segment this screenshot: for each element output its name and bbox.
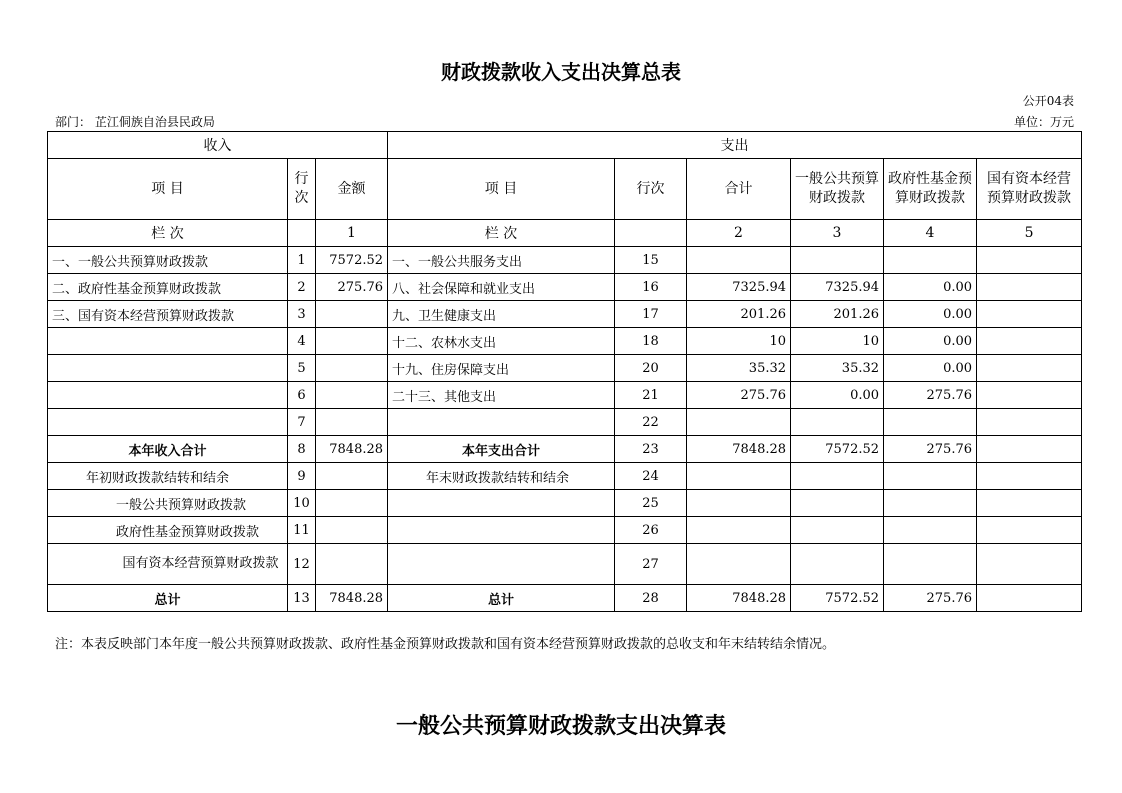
expense-soe bbox=[977, 585, 1082, 612]
fiscal-summary-table bbox=[47, 131, 1082, 612]
income-line: 3 bbox=[288, 301, 316, 328]
table-row bbox=[48, 274, 1082, 301]
expense-total bbox=[687, 247, 791, 274]
expense-fund: 275.76 bbox=[884, 382, 977, 409]
carry-row bbox=[48, 544, 1082, 585]
expense-total: 275.76 bbox=[687, 382, 791, 409]
expense-item: 八、社会保障和就业支出 bbox=[388, 274, 615, 301]
expense-soe bbox=[977, 328, 1082, 355]
col-income-amount: 金额 bbox=[316, 159, 388, 220]
col-income-item: 项 目 bbox=[48, 159, 288, 220]
income-line: 5 bbox=[288, 355, 316, 382]
col-income-line: 行次 bbox=[288, 159, 316, 220]
income-item: 三、国有资本经营预算财政拨款 bbox=[48, 301, 288, 328]
expense-general bbox=[791, 517, 884, 544]
income-line: 6 bbox=[288, 382, 316, 409]
income-item: 年初财政拨款结转和结余 bbox=[48, 463, 288, 490]
carry-row bbox=[48, 463, 1082, 490]
income-amount bbox=[316, 409, 388, 436]
income-item: 二、政府性基金预算财政拨款 bbox=[48, 274, 288, 301]
income-amount bbox=[316, 490, 388, 517]
grand-total-row bbox=[48, 585, 1082, 612]
expense-soe bbox=[977, 355, 1082, 382]
expense-general: 0.00 bbox=[791, 382, 884, 409]
expense-item bbox=[388, 490, 615, 517]
expense-line: 21 bbox=[615, 382, 687, 409]
expense-grand-total-label: 总计 bbox=[388, 585, 615, 612]
table-row bbox=[48, 247, 1082, 274]
expense-fund: 275.76 bbox=[884, 436, 977, 463]
income-amount: 275.76 bbox=[316, 274, 388, 301]
expense-item: 九、卫生健康支出 bbox=[388, 301, 615, 328]
income-amount bbox=[316, 355, 388, 382]
income-section-header: 收入 bbox=[48, 132, 388, 159]
index-5: 5 bbox=[977, 220, 1082, 247]
income-item: 一、一般公共预算财政拨款 bbox=[48, 247, 288, 274]
income-line: 4 bbox=[288, 328, 316, 355]
expense-line: 28 bbox=[615, 585, 687, 612]
expense-fund bbox=[884, 544, 977, 585]
expense-total: 7848.28 bbox=[687, 585, 791, 612]
expense-soe bbox=[977, 382, 1082, 409]
expense-total: 201.26 bbox=[687, 301, 791, 328]
income-item bbox=[48, 409, 288, 436]
expense-line: 27 bbox=[615, 544, 687, 585]
income-line: 10 bbox=[288, 490, 316, 517]
expense-soe bbox=[977, 274, 1082, 301]
carry-row bbox=[48, 490, 1082, 517]
expense-line: 16 bbox=[615, 274, 687, 301]
expense-item bbox=[388, 409, 615, 436]
income-amount: 7572.52 bbox=[316, 247, 388, 274]
expense-soe bbox=[977, 247, 1082, 274]
income-line: 9 bbox=[288, 463, 316, 490]
expense-soe bbox=[977, 517, 1082, 544]
column-header-row bbox=[48, 159, 1082, 220]
expense-line: 25 bbox=[615, 490, 687, 517]
table-row bbox=[48, 328, 1082, 355]
expense-general: 35.32 bbox=[791, 355, 884, 382]
col-expense-line: 行次 bbox=[615, 159, 687, 220]
carry-row bbox=[48, 517, 1082, 544]
expense-line: 24 bbox=[615, 463, 687, 490]
department-label: 部门： 芷江侗族自治县民政局 bbox=[55, 115, 215, 129]
expense-total: 7848.28 bbox=[687, 436, 791, 463]
index-blank bbox=[288, 220, 316, 247]
income-amount bbox=[316, 517, 388, 544]
expense-soe bbox=[977, 490, 1082, 517]
index-1: 1 bbox=[316, 220, 388, 247]
expense-line: 23 bbox=[615, 436, 687, 463]
expense-line: 22 bbox=[615, 409, 687, 436]
income-line: 1 bbox=[288, 247, 316, 274]
expense-item bbox=[388, 544, 615, 585]
expense-general bbox=[791, 490, 884, 517]
expense-general bbox=[791, 463, 884, 490]
expense-fund: 275.76 bbox=[884, 585, 977, 612]
expense-item bbox=[388, 517, 615, 544]
income-amount bbox=[316, 463, 388, 490]
expense-general bbox=[791, 544, 884, 585]
year-total-row bbox=[48, 436, 1082, 463]
index-label-expense: 栏 次 bbox=[388, 220, 615, 247]
unit-label: 单位：万元 bbox=[1013, 115, 1074, 129]
next-table-title: 一般公共预算财政拨款支出决算表 bbox=[395, 714, 726, 739]
index-3: 3 bbox=[791, 220, 884, 247]
column-index-row bbox=[48, 220, 1082, 247]
expense-soe bbox=[977, 301, 1082, 328]
expense-fund bbox=[884, 490, 977, 517]
expense-soe bbox=[977, 409, 1082, 436]
income-line: 2 bbox=[288, 274, 316, 301]
col-general: 一般公共预算财政拨款 bbox=[791, 159, 884, 220]
table-row bbox=[48, 301, 1082, 328]
expense-soe bbox=[977, 436, 1082, 463]
expense-total bbox=[687, 544, 791, 585]
form-code: 公开04表 bbox=[1022, 94, 1074, 108]
expense-fund: 0.00 bbox=[884, 355, 977, 382]
income-amount: 7848.28 bbox=[316, 436, 388, 463]
index-blank bbox=[615, 220, 687, 247]
income-amount bbox=[316, 544, 388, 585]
income-item: 一般公共预算财政拨款 bbox=[48, 490, 288, 517]
income-grand-total-label: 总计 bbox=[48, 585, 288, 612]
section-header-row bbox=[48, 132, 1082, 159]
expense-general: 7572.52 bbox=[791, 585, 884, 612]
income-line: 12 bbox=[288, 544, 316, 585]
expense-soe bbox=[977, 463, 1082, 490]
expense-item: 一、一般公共服务支出 bbox=[388, 247, 615, 274]
col-fund: 政府性基金预算财政拨款 bbox=[884, 159, 977, 220]
expense-item: 十二、农林水支出 bbox=[388, 328, 615, 355]
income-item bbox=[48, 382, 288, 409]
expense-fund bbox=[884, 409, 977, 436]
col-soe: 国有资本经营预算财政拨款 bbox=[977, 159, 1082, 220]
income-line: 7 bbox=[288, 409, 316, 436]
expense-total: 7325.94 bbox=[687, 274, 791, 301]
expense-fund bbox=[884, 517, 977, 544]
expense-total: 35.32 bbox=[687, 355, 791, 382]
index-2: 2 bbox=[687, 220, 791, 247]
expense-line: 15 bbox=[615, 247, 687, 274]
income-item bbox=[48, 355, 288, 382]
income-line: 8 bbox=[288, 436, 316, 463]
expense-general bbox=[791, 247, 884, 274]
expense-general: 7325.94 bbox=[791, 274, 884, 301]
income-amount: 7848.28 bbox=[316, 585, 388, 612]
expense-soe bbox=[977, 544, 1082, 585]
income-year-total-label: 本年收入合计 bbox=[48, 436, 288, 463]
income-line: 13 bbox=[288, 585, 316, 612]
expense-total: 10 bbox=[687, 328, 791, 355]
expense-fund: 0.00 bbox=[884, 274, 977, 301]
expense-line: 18 bbox=[615, 328, 687, 355]
expense-general: 10 bbox=[791, 328, 884, 355]
col-total: 合计 bbox=[687, 159, 791, 220]
expense-fund bbox=[884, 463, 977, 490]
expense-fund bbox=[884, 247, 977, 274]
expense-section-header: 支出 bbox=[388, 132, 1082, 159]
expense-general: 201.26 bbox=[791, 301, 884, 328]
expense-item: 十九、住房保障支出 bbox=[388, 355, 615, 382]
income-amount bbox=[316, 382, 388, 409]
expense-general bbox=[791, 409, 884, 436]
expense-fund: 0.00 bbox=[884, 301, 977, 328]
expense-year-total-label: 本年支出合计 bbox=[388, 436, 615, 463]
expense-line: 20 bbox=[615, 355, 687, 382]
table-note: 注：本表反映部门本年度一般公共预算财政拨款、政府性基金预算财政拨款和国有资本经营预算财政拨款的总收支和年末结转结余情况。 bbox=[55, 637, 836, 652]
table-row bbox=[48, 409, 1082, 436]
income-line: 11 bbox=[288, 517, 316, 544]
expense-line: 26 bbox=[615, 517, 687, 544]
expense-fund: 0.00 bbox=[884, 328, 977, 355]
income-amount bbox=[316, 328, 388, 355]
expense-total bbox=[687, 463, 791, 490]
income-item: 国有资本经营预算财政拨款 bbox=[48, 544, 288, 585]
table-row bbox=[48, 382, 1082, 409]
index-4: 4 bbox=[884, 220, 977, 247]
page-title: 财政拨款收入支出决算总表 bbox=[441, 60, 681, 84]
expense-total bbox=[687, 517, 791, 544]
expense-line: 17 bbox=[615, 301, 687, 328]
expense-item: 年末财政拨款结转和结余 bbox=[388, 463, 615, 490]
income-amount bbox=[316, 301, 388, 328]
income-item: 政府性基金预算财政拨款 bbox=[48, 517, 288, 544]
table-row bbox=[48, 355, 1082, 382]
index-label-income: 栏 次 bbox=[48, 220, 288, 247]
expense-general: 7572.52 bbox=[791, 436, 884, 463]
income-item bbox=[48, 328, 288, 355]
expense-total bbox=[687, 409, 791, 436]
expense-total bbox=[687, 490, 791, 517]
expense-item: 二十三、其他支出 bbox=[388, 382, 615, 409]
col-expense-item: 项 目 bbox=[388, 159, 615, 220]
